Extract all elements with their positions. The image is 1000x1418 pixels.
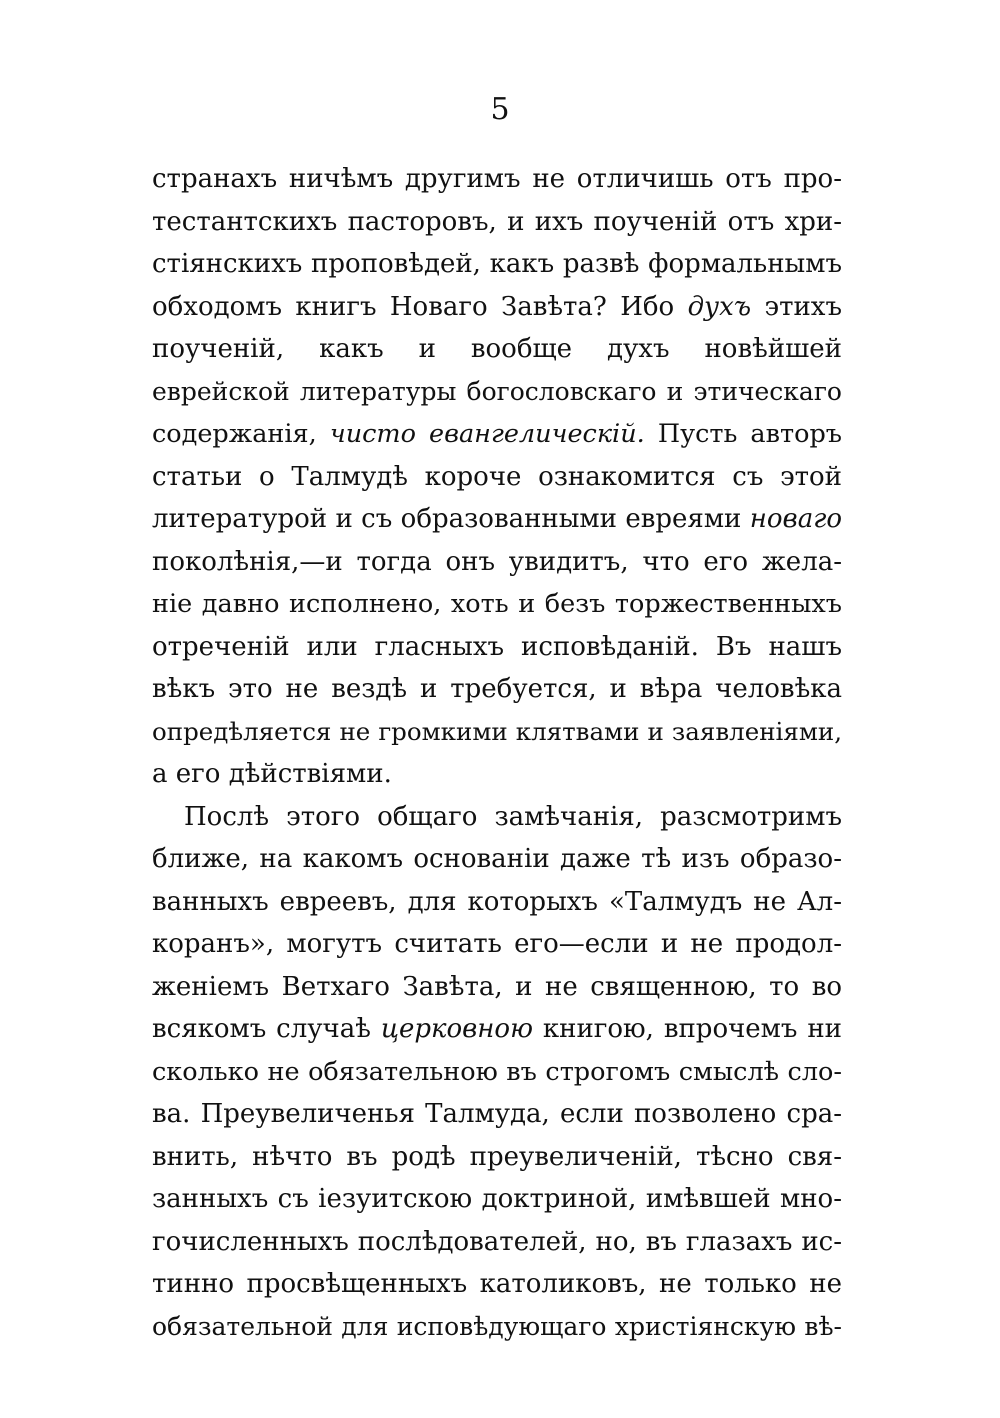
italic-text: церковною <box>380 1014 533 1044</box>
text-line: литературой и съ образованными евреями новаго <box>152 504 842 534</box>
text-line: содержанія, чисто евангелическій. Пусть авторъ <box>152 419 842 449</box>
text-line: тестантскихъ пасторовъ, и ихъ поученій отъ хри- <box>152 206 842 237</box>
page-number: 5 <box>490 92 510 127</box>
text-line: женіемъ Ветхаго Завѣта, и не священною, то во <box>152 971 842 1002</box>
text-line: ва. Преувеличенья Талмуда, если позволено сра- <box>152 1099 842 1129</box>
text-line: ванныхъ евреевъ, для которыхъ «Талмудъ не Ал- <box>152 886 842 917</box>
text-line: внить, нѣчто въ родѣ преувеличеній, тѣсно свя- <box>152 1141 842 1172</box>
paragraph <box>152 158 842 796</box>
text-line: тинно просвѣщенныхъ католиковъ, не только не <box>152 1269 842 1299</box>
text-line: всякомъ случаѣ церковною книгою, впрочемъ ни <box>152 1014 842 1044</box>
body-text <box>152 158 842 1348</box>
text-line: сколько не обязательною въ строгомъ смыслѣ сло- <box>152 1056 842 1087</box>
text-line: коранъ», могутъ считать его—если и не продол- <box>152 929 842 959</box>
text-line: ближе, на какомъ основаніи даже тѣ изъ образо- <box>152 844 842 874</box>
text-line: поколѣнія,—и тогда онъ увидитъ, что его жела- <box>152 546 842 577</box>
text-line: странахъ ничѣмъ другимъ не отличишь отъ про- <box>152 164 842 194</box>
text-line: Послѣ этого общаго замѣчанія, разсмотримъ <box>184 801 842 832</box>
italic-text: духъ <box>687 291 752 322</box>
text-line: поученій, какъ и вообще духъ новѣйшей <box>152 334 842 364</box>
italic-text: чисто евангелическій. <box>329 419 645 449</box>
text-line: обходомъ книгъ Новаго Завѣта? Ибо духъ этихъ <box>152 291 842 322</box>
text-line: стіянскихъ проповѣдей, какъ развѣ формальнымъ <box>152 249 842 279</box>
text-line: обязательной для исповѣдующаго христіянскую вѣ- <box>152 1311 842 1341</box>
italic-text: новаго <box>749 504 842 534</box>
text-line: гочисленныхъ послѣдователей, но, въ глазахъ ис- <box>152 1226 842 1257</box>
text-line: занныхъ съ іезуитскою доктриной, имѣвшей мно- <box>152 1184 842 1214</box>
text-line: ніе давно исполнено, хоть и безъ торжественныхъ <box>152 589 842 619</box>
text-line: отреченій или гласныхъ исповѣданій. Въ нашъ <box>152 631 842 662</box>
paragraph <box>152 796 842 1349</box>
text-line: еврейской литературы богословскаго и этическаго <box>152 376 842 406</box>
text-line: а его дѣйствіями. <box>152 759 392 789</box>
text-line: статьи о Талмудѣ короче ознакомится съ этой <box>152 461 842 492</box>
text-line: вѣкъ это не вездѣ и требуется, и вѣра человѣка <box>152 674 842 704</box>
text-line: опредѣляется не громкими клятвами и заявленіями, <box>152 716 842 746</box>
